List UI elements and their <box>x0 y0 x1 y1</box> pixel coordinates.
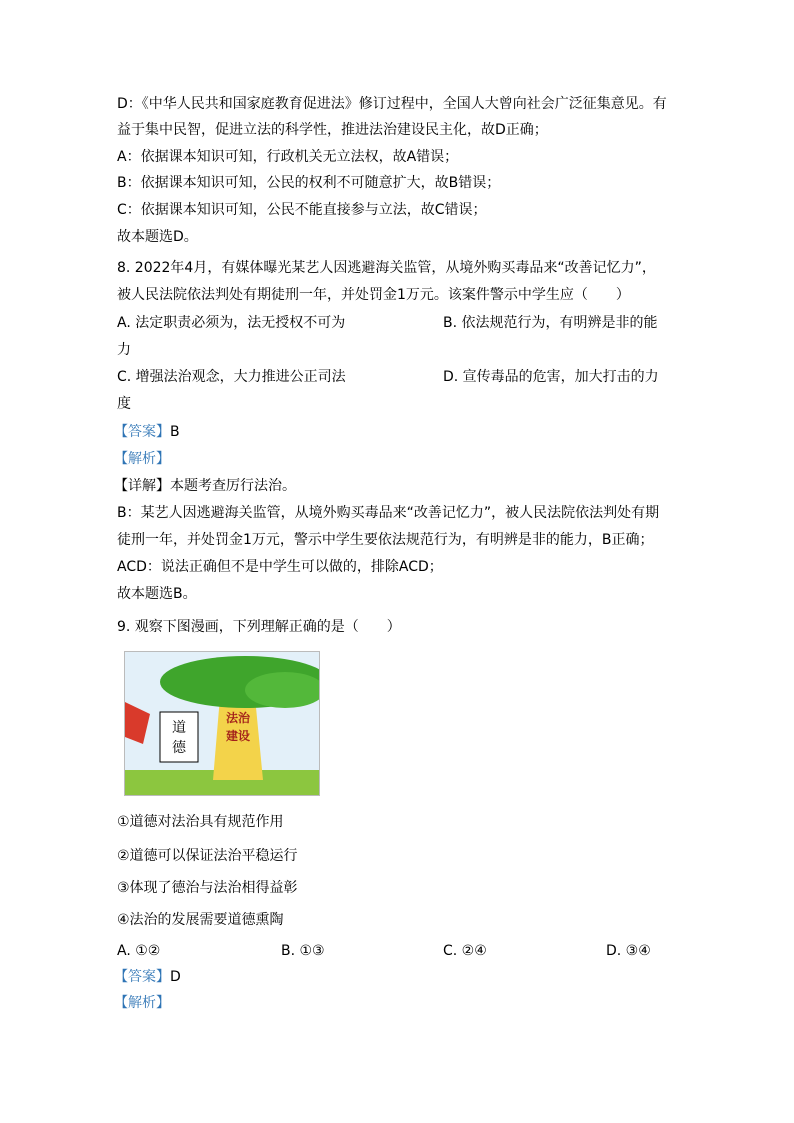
detail-line: 【详解】本题考查厉行法治。 <box>114 478 296 494</box>
trunk-text: 建设 <box>225 729 251 743</box>
detail-line: 徒刑一年，并处罚金1万元，警示中学生要依法规范行为，有明辨是非的能力，B正确； <box>117 532 654 548</box>
text-line: B：依据课本知识可知，公民的权利不可随意扩大，故B错误； <box>117 175 501 191</box>
detail-line: ACD：说法正确但不是中学生可以做的，排除ACD； <box>117 559 443 575</box>
option-b: B. 依法规范行为，有明辨是非的能 <box>443 315 658 331</box>
statement: ②道德可以保证法治平稳运行 <box>117 848 298 864</box>
answer-line <box>114 423 180 441</box>
option-c: C. ②④ <box>443 943 487 959</box>
text-line: 益于集中民智，促进立法的科学性，推进法治建设民主化，故D正确； <box>117 122 548 138</box>
option-b-wrap: 力 <box>117 342 131 358</box>
option-d: D. ③④ <box>606 943 651 959</box>
text-line: A：依据课本知识可知，行政机关无立法权，故A错误； <box>117 149 459 165</box>
statement: ④法治的发展需要道德熏陶 <box>117 912 284 928</box>
option-b: B. ①③ <box>281 943 325 959</box>
option-a: A. ①② <box>117 943 161 959</box>
detail-line: 故本题选B。 <box>117 586 197 602</box>
text-line: C：依据课本知识可知，公民不能直接参与立法，故C错误； <box>117 202 487 218</box>
option-c: C. 增强法治观念，大力推进公正司法 <box>117 369 346 385</box>
text-line: 故本题选D。 <box>117 229 198 245</box>
answer-line <box>114 968 181 986</box>
statement: ①道德对法治具有规范作用 <box>117 814 284 830</box>
cartoon-image <box>124 651 320 796</box>
answer-tag: 【答案】 <box>114 969 170 985</box>
detail-line: B：某艺人因逃避海关监管，从境外购买毒品来“改善记忆力”，被人民法院依法判处有期 <box>117 505 660 521</box>
statement: ③体现了德治与法治相得益彰 <box>117 880 298 896</box>
sign-text: 德 <box>172 740 186 756</box>
option-d-wrap: 度 <box>117 396 131 412</box>
analysis-tag: 【解析】 <box>114 995 170 1011</box>
question-8-stem: 8. 2022年4月，有媒体曝光某艺人因逃避海关监管，从境外购买毒品来“改善记忆力”， <box>117 260 656 276</box>
answer-value: D <box>170 969 181 985</box>
option-a: A. 法定职责必须为，法无授权不可为 <box>117 315 346 331</box>
text-line: D：《中华人民共和国家庭教育促进法》修订过程中，全国人大曾向社会广泛征集意见。有 <box>117 96 667 112</box>
answer-tag: 【答案】 <box>114 424 170 440</box>
analysis-tag: 【解析】 <box>114 451 170 467</box>
question-8-stem: 被人民法院依法判处有期徒刑一年，并处罚金1万元。该案件警示中学生应（ ） <box>117 287 630 303</box>
option-d: D. 宣传毒品的危害，加大打击的力 <box>443 369 659 385</box>
question-9-stem: 9. 观察下图漫画，下列理解正确的是（ ） <box>117 619 401 635</box>
sign-text: 道 <box>172 720 186 736</box>
trunk-text: 法治 <box>225 711 251 725</box>
answer-value: B <box>170 424 180 440</box>
